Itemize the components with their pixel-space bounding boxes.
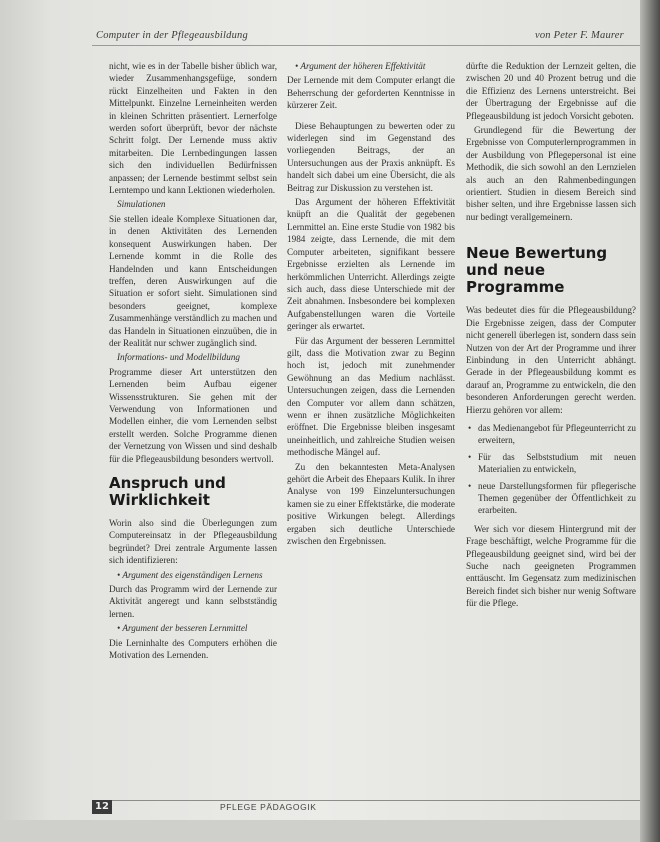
page-number: 12 bbox=[92, 800, 112, 814]
journal-name: PFLEGE PÄDAGOGIK bbox=[220, 802, 317, 812]
section-heading-anspruch: Anspruch und Wirklichkeit bbox=[109, 474, 226, 509]
list-item: • neue Darstellungsformen für pflegerische Themen gegenüber der Öffentlichkeit zu erarbeiten. bbox=[478, 480, 636, 517]
subheading-simulationen: Simulationen bbox=[117, 199, 166, 210]
paragraph: Wer sich vor diesem Hintergrund mit der Frage beschäftigt, welche Programme für die Pflegeausbildung geeignet sind, wird bei der Suche nach geeigneten Programmen enttäuscht. Im Gegensatz zum medizinischen Bereich findet sich bisher nur wenig Software für die Pflege. bbox=[466, 523, 636, 609]
paragraph: Zu den bekanntesten Meta-Analysen gehört die Arbeit des Ehepaars Kulik. In ihrer Analyse von 199 Einzeluntersuchungen kamen sie zu einer Effektstärke, die moderate positive Wirkungen belegt. Allerdings ergaben sich deutliche Unterschiede zwischen den Ergebnissen. bbox=[287, 461, 455, 547]
paragraph: nicht, wie es in der Tabelle bisher üblich war, wieder Zusammenhangsgefüge, sondern rückt Einzelheiten und Fakten in den Mittelpunkt. Einzelne Lerneinheiten werden in kleinen Schritten präsentiert. Lernerfolge werden sofort überprüft, bevor der nächste Schritt folgt. Der Lernende muss aktiv mitarbeiten. Die Lernbedingungen lassen sich den individuellen Bedürfnissen anpassen; der Lernende bestimmt selbst sein Lerntempo und kann Lektionen wiederholen. bbox=[109, 61, 277, 196]
paragraph: Das Argument der höheren Effektivität knüpft an die Qualität der gegebenen Lernmittel an. Eine erste Studie von 1982 bis 1984 zeigte, dass Lernende, die mit dem Computer arbeiteten, signifikant bessere Ergebnisse erzielten als Lernende im herkömmlichen Unterricht. Allerdings zeigte sich auch, dass diese Unterschiede mit der Zeit abnahmen. Insbesondere bei komplexen Aufgabenstellungen waren die Vorteile geringer als erwartet. bbox=[287, 197, 455, 332]
list-item: • Für das Selbststudium mit neuen Materialien zu entwickeln, bbox=[478, 451, 636, 476]
running-header-title: Computer in der Pflegeausbildung bbox=[96, 30, 248, 41]
paragraph: Sie stellen ideale Komplexe Situationen dar, in denen Aktivitäten des Lernenden konsequent Auswirkungen haben. Der Lernende kommt in die Rolle des Handelnden und kann Entscheidungen treffen, deren Auswirkungen auf die Situation er sofort sieht. Simulationen sind besonders geeignet, komplexe Zusammenhänge verständlich zu machen und das Handeln in Situationen einzuüben, die in der Realität nur schwer zugänglich sind. bbox=[109, 213, 277, 348]
argument-text: Die Lerninhalte des Computers erhöhen die Motivation des Lernenden. bbox=[109, 637, 277, 661]
column-3 bbox=[466, 60, 636, 612]
running-header-author: von Peter F. Maurer bbox=[535, 30, 624, 41]
argument-heading: • Argument der besseren Lernmittel bbox=[117, 623, 248, 634]
argument-text: Durch das Programm wird der Lernende zur Aktivität angeregt und kann selbstständig lernen. bbox=[109, 584, 277, 619]
binding-shadow bbox=[640, 0, 660, 842]
paragraph: Für das Argument der besseren Lernmittel gilt, dass die Motivation zwar zu Beginn hoch ist, jedoch mit zunehmender Gewöhnung an das Medium nachlässt. Untersuchungen zeigen, dass die Lernenden den Computer vor allem dann schätzen, wenn er ihnen zusätzliche Möglichkeiten eröffnet. Die Ergebnisse bleiben insgesamt uneinheitlich, und zahlreiche Studien weisen methodische Mängel auf. bbox=[287, 335, 455, 458]
argument-heading: • Argument des eigenständigen Lernens bbox=[117, 569, 263, 580]
paragraph: dürfte die Reduktion der Lernzeit gelten, die zwischen 20 und 40 Prozent betrug und die die Effizienz des Lernens unterstreicht. Bei der Übertragung der Ergebnisse auf die Pflegeausbildung ist jedoch Vorsicht geboten. bbox=[466, 61, 636, 121]
list-item: • das Medienangebot für Pflegeunterricht zu erweitern, bbox=[478, 422, 636, 447]
footer-rule bbox=[92, 800, 640, 812]
column-2 bbox=[287, 60, 455, 549]
bullet-list bbox=[466, 422, 636, 517]
argument-text: Der Lernende mit dem Computer erlangt die Beherrschung der geforderten Kenntnisse in kürzerer Zeit. bbox=[287, 75, 455, 111]
column-1 bbox=[109, 60, 277, 663]
paragraph: Grundlegend für die Bewertung der Ergebnisse von Computerlernprogrammen in der Ausbildung von Pflegepersonal ist eine Methodik, die sich sowohl an den Lernzielen als auch an den Rahmenbedingungen orientiert. Studien in diesem Bereich sind bisher selten, und ihre Ergebnisse lassen sich nur bedingt verallgemeinern. bbox=[466, 125, 636, 222]
paragraph: Diese Behauptungen zu bewerten oder zu widerlegen sind im Gegenstand des vorliegenden Beitrags, der an Untersuchungen aus der Praxis anknüpft. Es handelt sich dabei um eine Übersicht, die als Beitrag zur Diskussion zu verstehen ist. bbox=[287, 120, 455, 193]
paragraph: Programme dieser Art unterstützen den Lernenden beim Aufbau eigener Wissensstrukturen. Sie gehen mit der Verwendung von Informationen und Modellen einher, die vom Lernenden selbst erstellt werden. Solche Programme dienen der Vernetzung von Wissen und sind deshalb für die Pflegeausbildung besonders wertvoll. bbox=[109, 366, 277, 464]
paragraph: Was bedeutet dies für die Pflegeausbildung? Die Ergebnisse zeigen, dass der Computer nicht generell überlegen ist, sondern dass sein Nutzen von der Art der Programme und ihrer Einbindung in den Unterricht abhängt. Gerade in der Pflegeausbildung kommt es darauf an, Programme zu entwickeln, die den besonderen Anforderungen gerecht werden. Hierzu gehören vor allem: bbox=[466, 305, 636, 415]
paragraph: Worin also sind die Überlegungen zum Computereinsatz in der Pflegeausbildung begründet? Drei zentrale Argumente lassen sich identifizieren: bbox=[109, 518, 277, 566]
section-heading-neue-bewertung: Neue Bewertung und neue Programme bbox=[466, 244, 608, 297]
argument-heading: • Argument der höheren Effektivität bbox=[295, 61, 426, 71]
subheading-modellbildung: Informations- und Modellbildung bbox=[117, 352, 241, 363]
header-rule bbox=[92, 45, 640, 46]
page-bottom-margin bbox=[0, 820, 640, 842]
